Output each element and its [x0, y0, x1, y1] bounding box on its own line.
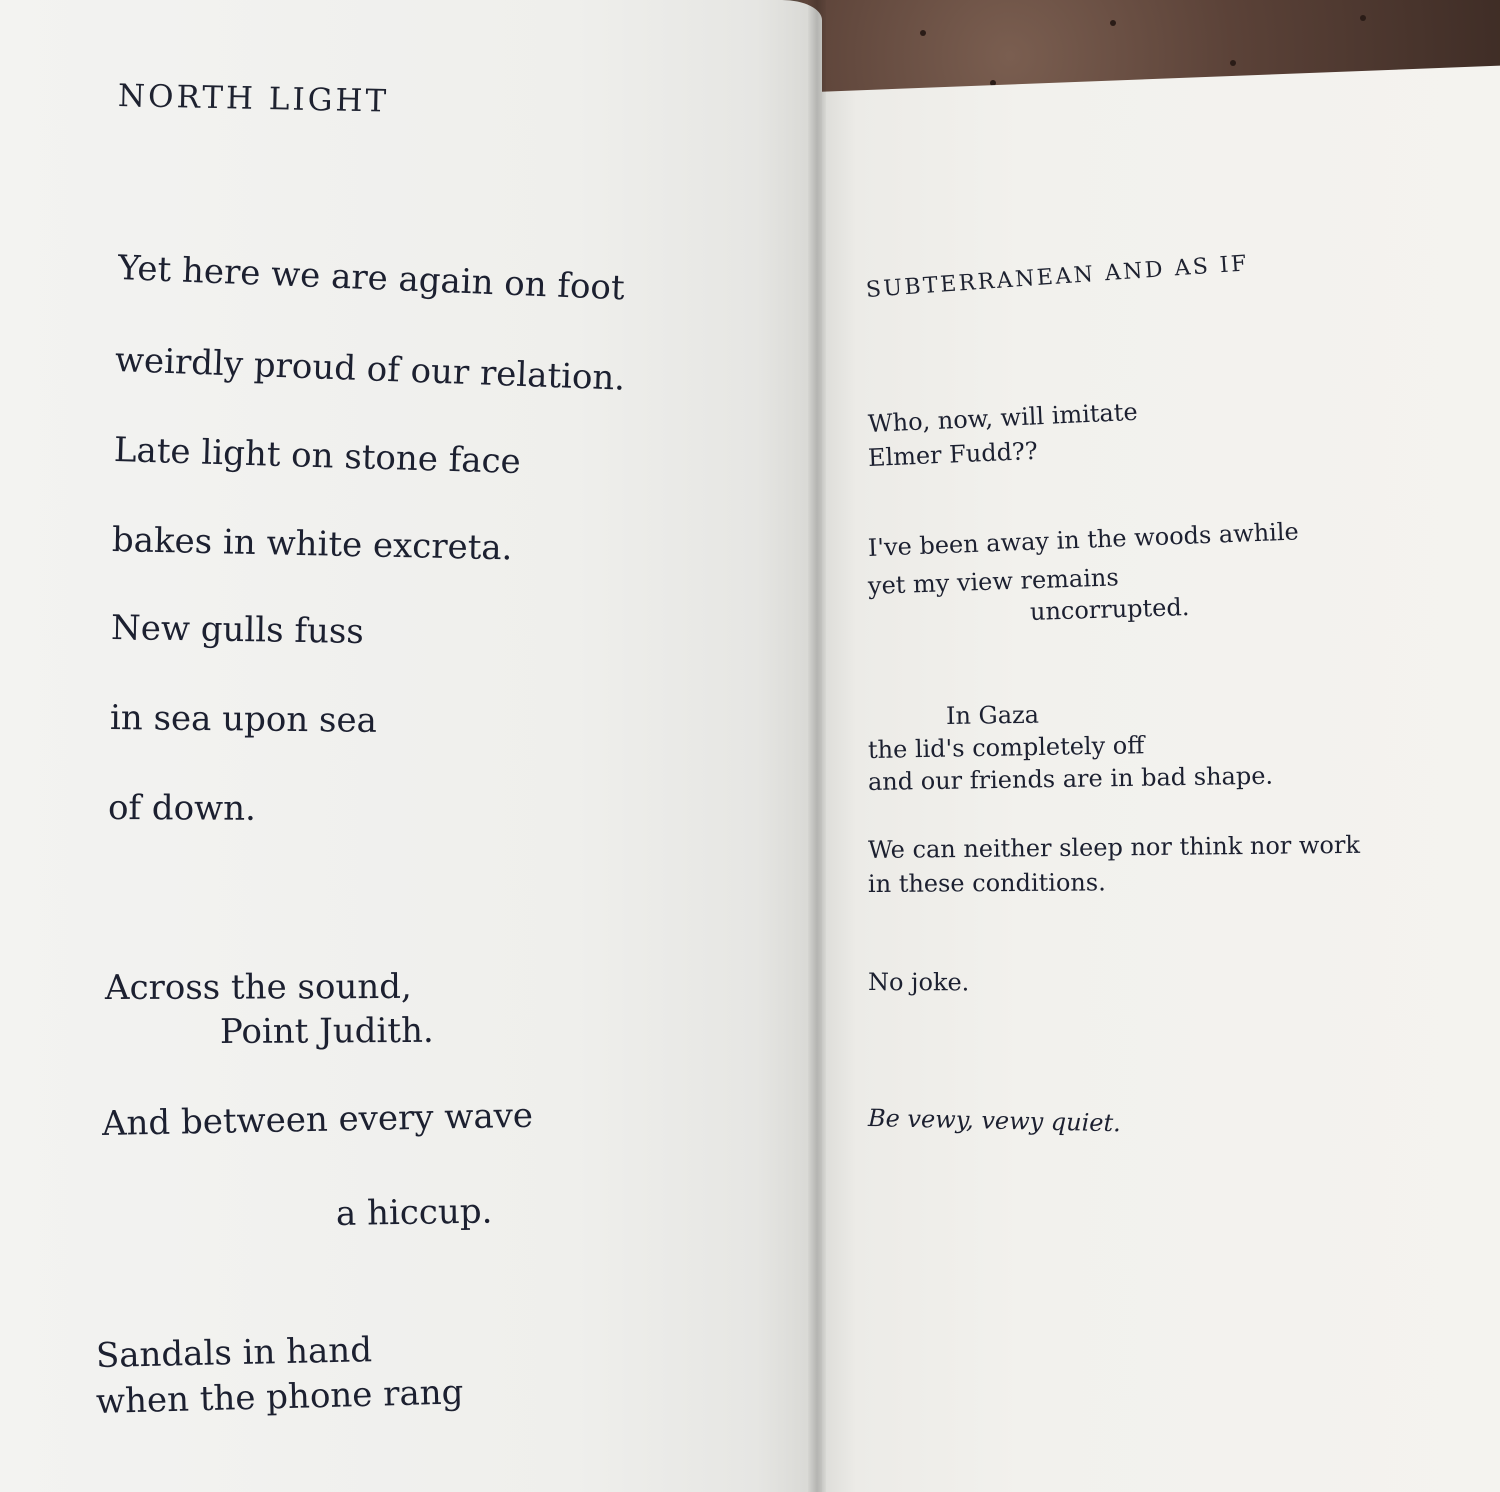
poem-line: Yet here we are again on foot: [117, 248, 626, 309]
poem-line: And between every wave: [101, 1095, 534, 1144]
poem-line-italic: Be vewy, vewy quiet.: [867, 1104, 1122, 1138]
poem-line: Sandals in hand: [95, 1330, 373, 1376]
poem-line: We can neither sleep nor think nor work: [867, 830, 1361, 864]
poem-line: In Gaza: [945, 700, 1040, 730]
poem-line: a hiccup.: [335, 1191, 493, 1234]
poem-line: uncorrupted.: [1029, 592, 1190, 626]
poem-line: weirdly proud of our relation.: [114, 340, 626, 399]
surface-speck: [1110, 20, 1116, 26]
book-gutter: [808, 0, 826, 1492]
left-poem-title: NORTH LIGHT: [117, 78, 390, 120]
poem-line: Across the sound,: [104, 966, 412, 1008]
poem-line: in these conditions.: [867, 868, 1106, 898]
poem-line: when the phone rang: [95, 1372, 464, 1422]
poem-line: bakes in white excreta.: [111, 520, 513, 569]
surface-speck: [920, 30, 926, 36]
poem-line: New gulls fuss: [110, 608, 365, 652]
poem-line: of down.: [107, 788, 257, 829]
poem-line: I've been away in the woods awhile: [867, 517, 1300, 562]
poem-line: Point Judith.: [219, 1010, 434, 1052]
surface-speck: [1230, 60, 1236, 66]
poem-line: No joke.: [867, 968, 970, 997]
surface-speck: [1360, 15, 1366, 21]
poem-line: and our friends are in bad shape.: [867, 761, 1274, 796]
poem-line: Who, now, will imitate: [867, 397, 1139, 438]
poem-line: yet my view remains: [867, 563, 1120, 600]
poem-line: the lid's completely off: [867, 731, 1145, 764]
poem-line: Late light on stone face: [113, 430, 522, 483]
poem-line: Elmer Fudd??: [867, 436, 1039, 472]
poem-line: in sea upon sea: [109, 698, 378, 741]
right-poem-title: SUBTERRANEAN AND AS IF: [865, 251, 1250, 303]
